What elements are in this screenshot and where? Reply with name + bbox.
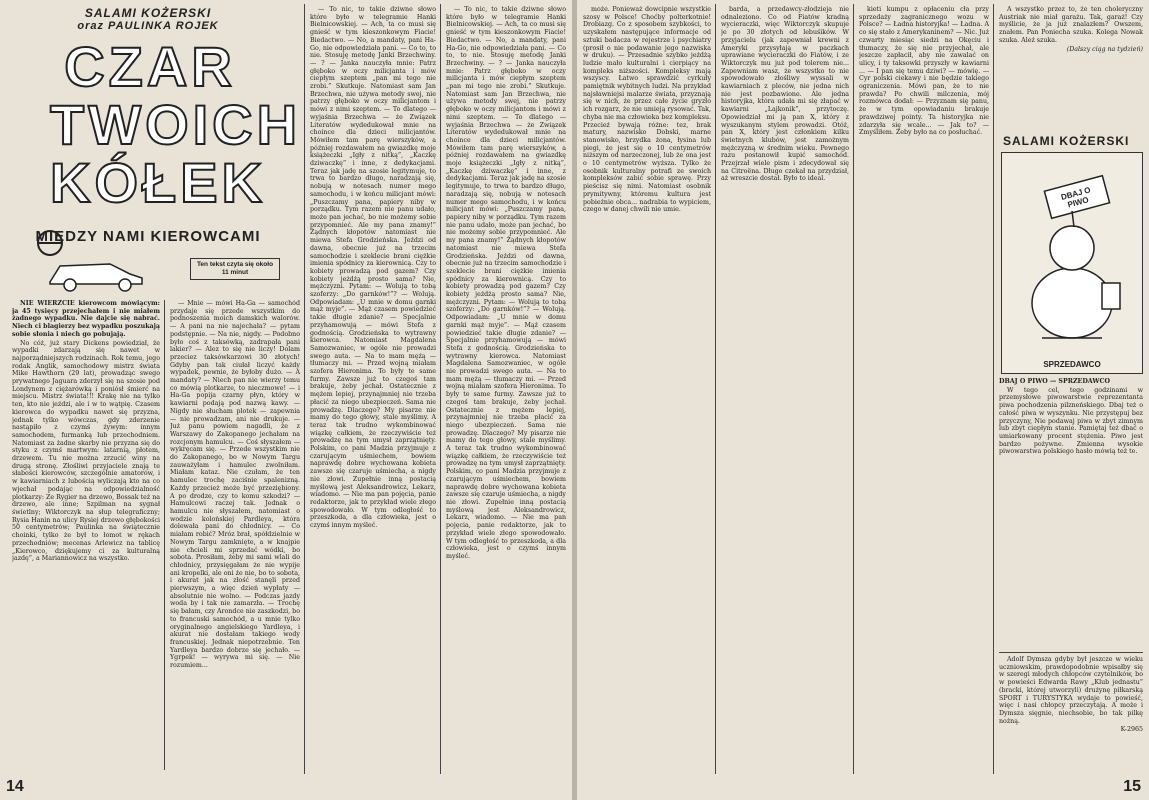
- title-word-kolek: KÓŁEK: [50, 151, 266, 214]
- column-divider: [440, 4, 441, 774]
- beer-article-title: DBAJ O PIWO — SPRZEDAWCO: [999, 378, 1110, 385]
- column-3-body: — To nic, to takie dziwne słowo które było w telegramie Hanki Bielnicowskiej. — Ach, ta co musi się gnieść w tym kieszonkowym Fiacie! Biedactwo. — No, a mandaty, pani Ha-Go, nie odpowiedziała pani. — Co to, to nie. Stosuję metodę Janki Brzechwiny. — ? — Janka nauczyła mnie: Patrz głęboko w oczy milicjanta i mów ciepłym szeptem „pan mi tego nie zrobi.” Skutkuje. Natomiast sam Jan Brzechwa, nie używa metody swej, nie patrzy głęboko w oczy milicjantom i mówi z nimi szeptem. — To dlatego — wyjaśnia Brzechwa — że Związek Literatów wydedukował mnie na choince dla dzieci milicjantów. Mówiłem tam parę wierszyków, a później rozdawałem na gwiazdkę moje książeczki „Igły z nitką”, „Kaczkę dziwaczkę” i inne, z dedykacjami. Teraz jak jadę na szosie legitymuje, to trwa to bardzo długo, naradzają się, nobują w notesach numer mego samochodu, i w końcu milicjant mówi: „Puszczamy pana, papiery niby w porządku. Tym razem nie panu udało, może pan jechać, bo nie możemy sobie przypomnieć. Ale my pana znamy!” Żądnych kłopotów natomiast nie miewa Stefa Grodzieńska. Jeździ od dawna, obecnie już na trzecim samochodzie i szeklecie brani ciężkie imienia spódnicy za kierownicą. Czy to kobiety prowadzą pod gazem? Czy kobiety jeżdżą prosto sama? Nie, mężczyzni. Pytam: — Wolują to tobą szoferzy: „Do garnków!”? — Wolują. Odpowiadam: „U mnie w domu garnki mąż myje”. — Mąż czasem powiedzieć takie długie zdanie? — Specjalnie przyhamowują — mówi Stefa z godnością. Grodzieńska to wytrawny kierowca. Natomiast Magdalena Samozwaniec, w ogóle nie prowadzi swego auta. — Na to mam mężą — tłumaczy mi. — Przed wojną miałam szofera Hieronima. To były te same furmy. Zawsze już to czegoś tam brakuje, żeby jechał. Ostatecznie z mężem lepiej, przynajmniej nie trzeba płacić za niego ubezpieczeń. Sama nie prowadzę. Dlaczego? My pisarze nie mamy do tego głowy, stale myślimy. A teraz tak trudno wykombinować wiązkę całkiem, że rzeczywiście też prowadzę na tym umysł zaprzątnięty. Polskim, co pani Madzia przyjmuje z czarującym uśmiechem, bowiem naprawdę dobre wychowana kobieta zawsze się czaruje uśmiecha, a nigdy nie złowi. Zupełnie inną postacią myślową jest Aleksandrowicz, Lekarz, wiadomo. — Nie ma pan pojęcia, panie redaktorze, jak to przykład wiele złego spowodowało. W tym odległość to przeszkoda, a dla człowieka, jest o czymś innym myśleć.: [310, 6, 436, 530]
- page-number-left: 14: [6, 778, 24, 795]
- right-column-3: [859, 6, 989, 774]
- left-page: [0, 0, 572, 800]
- ad-code: K-2965: [1120, 726, 1143, 734]
- column-divider: [853, 4, 854, 774]
- beer-article: [999, 378, 1143, 648]
- author-signature: SALAMI KOŻERSKI: [1003, 134, 1130, 148]
- author-line-1: SALAMI KOŻERSKI: [84, 6, 212, 20]
- right-column-4-body: A wszystko przez to, że ten choleryczny Austriak nie miał garażu. Tak, garaż! Czy myślicie, że ja już znalazłem? Owszem, znałem. Pan Poniecha szuka. Kolega Nowak szuka. Ależ szuka.: [999, 6, 1143, 44]
- left-column-1: [12, 300, 160, 770]
- section-divider: [999, 652, 1143, 653]
- article-subtitle: MIĘDZY NAMI KIEROWCAMI: [35, 228, 261, 245]
- column-2-body: — Mnie — mówi Ha-Ga — samochód przydaje się przede wszystkim do podnoszenia moich damskich walorów. — A pani na nie najechała? — pytam podstępnie. — Na nie, nigdy. — Podobno było coś z taksówką, zadrapała pani lakier? — Alez to się nie liczy! Dolam przeciez taksówkarzowi 30 złotych! Gdyby pan tak ciułał liczyć każdy wypadek, pewnie, że byłoby dużo. — A mandaty? — Niech pan nie wierzy temu co mówią plotkarze, to nieczmowe! — i Ha-Ga popija czarny płyn, który w kawiarni podają pod nazwą kawy. — Nigdy nie słucham plotek — zapewnia — nie prowadzam, ani nie drukuje. — Już panu powiem nagadli, że z Warszawy do Zakopanego jechałam na rozcjonym hamulcu. — Coś słyszałem — wykręcam się. — Przede wszystkim nie do Zakopanego, bo w Nowym Targu zauważyłam i hamulec zwolniłam. Miałam kataz. Nie czułam, że ten hamulec trochę zaciśnie spalenizną. Każdy przecież może być przeziębiony. A po drodze, czy to komu szkodzi? — Hamulcowi raczej tak. Jednak o hamulcu nie słyszałem, natomiast o wodzie kolońskiej Pardleya, która dolewała pani do chłodnicy. — Co miałam robić? Mróz brał, spółdzielnie w Nowym Targu zamknięte, a w knajpie nie chcieli mi sprzedać wódki, bo sobota. Prosiłam, żeby mi sami wlali do chłodnicy, przysięgałam że nie wypije ani kropelki, ale oni że nie, bo to sobota, i akurat jak na złość stanęli przed pierwszym, a więc dzień wypłaty — absolutnie nie wolno. — Podczas jazdy woda by i tak nie zamarzła. — Trochę się bałam, czy Arondce nie zaszkodzi, bo to francuski samochód, a u mnie tylko oryginalnego angielskiego Yardleya, i akurat nie dostałam takiego wody francuskiej. Jednak niepotrzebnie. Ten Yardleya bardzo dobrze się jechało. — Ygrpek! — wyrywa mi się. — Nie rozumiem...: [170, 300, 300, 670]
- column-divider: [715, 4, 716, 774]
- right-column-4-top: [999, 6, 1143, 126]
- car-icon: [40, 252, 150, 292]
- reading-time-box: Ten tekst czyta się około 11 minut: [190, 258, 280, 280]
- lead-paragraph: NIE WIERZCIE kierowcom mówiącym: ja 45 tysięcy przejechałem i nie miałem żadnego wypadku. Nie dajcie się nabrać. Niech ci blagierzy bez wypadku poszukają sobie słonia i niech go pobujają.: [12, 300, 160, 338]
- beer-vendor-illustration: [1002, 153, 1142, 353]
- cartoon-label: SPRZEDAWCO: [1043, 360, 1101, 369]
- column-1-body: No cóż, już stary Dickens powiedział, że wypadki zdarzają się nawet w najporządniejszych rodzinach. Rok temu, jego rodak Anglik, samochodowy mistrz świata Mike Hawthorn (29 lat), prowadząc swego prywatnego Jaguara zderzył się na szosie pod Londynem z ciężarówką i poniósł śmierć na miejscu. Mistrz świata!!! Krakę nie na tylko ten, kto nie jeździ, ale i w to wątpię. Czasem kierowca do wypadku nawet się przyzna, jednak tylko wówczas, gdy zderzenie nastąpiło z czymś żywym: innym samochodem, furmanką lub przechodniem. Natomiast za żadne skarby nie przyzna się do styku z czymś martwym: latarnią, płotem, drzewem. Tu nie można zrzucić winy na drugą stronę. Złośliwi przyjaciele znają te słabości kierowców, szczególnie amatorów, i w kawiarniach z lubością wyliczają kto na co wjechał podając na odpowiedzialność plotkarzy: Ze Rygier na drzewo, Bossak też na drzewo, ale inne; Szpilman na sygnał świetlny; Wiktorczyk na słup telegraficzny; Rysia Hanin na ulicy Rysiej drzewo głębokości 50 centymetrów; Paulinka na świątecznie choinki, tylko że był to łomot w rękach przechodniów; mecenas Arlewicz na tablicę „Kierowco, dziękujemy ci za kulturalną jazdę”, a Mariannowicz na wszystko.: [12, 339, 160, 563]
- right-column-3-body: kieti kumpu z opłaceniu cła przy sprzedaży zagranicznego wozu w Polsce? — Ładna historyjka! — Ładna. A co się stało z Amerykaninem? — Nic. Już czwarty miesiąc siedzi na Okęciu i tłumaczy, że się nie przyjechał, ale jeszcze zapłacił, aby nie zawalać on ulicy, i ty taksowki przyszły w kawiarni ... — I pan się temu dziwi? — mówię. — Cyr polski ciekawy i nie będzie takiego ograniczenia. Mówi pan, że to nie prawda? Po chwili milczenia, mój rozmówca dodał: — Przyznam się panu, że w tym opowiadaniu brakuje prawdziwej pointy. Ta historyjka nie zdarzyła się wcale... — Jak to? — Zmyśliłem. Żeby było na co posłuchać.: [859, 6, 989, 137]
- column-divider: [993, 4, 994, 774]
- book-ad: [999, 656, 1143, 768]
- column-divider: [304, 4, 305, 774]
- page-number-right: 15: [1123, 778, 1141, 795]
- column-4-body: — To nic, to takie dziwne słowo które było w telegramie Hanki Bielnicowskiej. — Ach, ta co musi się gnieść w tym kieszonkowym Fiacie! Biedactwo. — No, a mandaty, pani Ha-Go, nie odpowiedziała pani. — Co to, to nie. Stosuję metodę Janki Brzechwiny. — ? — Janka nauczyła mnie: Patrz głęboko w oczy milicjanta i mów ciepłym szeptem „pan mi tego nie zrobi.” Skutkuje. Natomiast sam Jan Brzechwa, nie używa metody swej, nie patrzy głęboko w oczy milicjantom i mówi z nimi szeptem. — To dlatego — wyjaśnia Brzechwa — że Związek Literatów wydedukował mnie na choince dla dzieci milicjantów. Mówiłem tam parę wierszyków, a później rozdawałem na gwiazdkę moje książeczki „Igły z nitką”, „Kaczkę dziwaczkę” i inne, z dedykacjami. Teraz jak jadę na szosie legitymuje, to trwa to bardzo długo, naradzają się, nobują w notesach numer mego samochodu, i w końcu milicjant mówi: „Puszczamy pana, papiery niby w porządku. Tym razem nie panu udało, może pan jechać, bo nie możemy sobie przypomnieć. Ale my pana znamy!” Żądnych kłopotów natomiast nie miewa Stefa Grodzieńska. Jeździ od dawna, obecnie już na trzecim samochodzie i szeklecie brani ciężkie imienia spódnicy za kierownicą. Czy to kobiety prowadzą pod gazem? Czy kobiety jeżdżą prosto sama? Nie, mężczyzni. Pytam: — Wolują to tobą szoferzy: „Do garnków!”? — Wolują. Odpowiadam: „U mnie w domu garnki mąż myje”. — Mąż czasem powiedzieć takie długie zdanie? — Specjalnie przyhamowują — mówi Stefa z godnością. Grodzieńska to wytrawny kierowca. Natomiast Magdalena Samozwaniec, w ogóle nie prowadzi swego auta. — Na to mam mężą — tłumaczy mi. — Przed wojną miałam szofera Hieronima. To były te same furmy. Zawsze już to czegoś tam brakuje, żeby jechał. Ostatecznie z mężem lepiej, przynajmniej nie trzeba płacić za niego ubezpieczeń. Sama nie prowadzę. Dlaczego? My pisarze nie mamy do tego głowy, stale myślimy. A teraz tak trudno wykombinować wiązkę całkiem, że rzeczywiście też prowadzę na tym umysł zaprzątnięty. Polskim, co pani Madzia przyjmuje z czarującym uśmiechem, bowiem naprawdę dobre wychowana kobieta zawsze się czaruje uśmiecha, a nigdy nie złowi. Zupełnie inną postacią myślową jest Aleksandrowicz, Lekarz, wiadomo. — Nie ma pan pojęcia, panie redaktorze, jak to przykład wiele złego spowodowało. W tym odległość to przeszkoda, a dla człowieka, jest o czymś innym myśleć.: [446, 6, 566, 560]
- right-column-1: [583, 6, 711, 774]
- main-title: [50, 35, 302, 214]
- authors-header: [68, 6, 228, 32]
- left-column-2: [170, 300, 300, 770]
- title-word-czar: CZAR: [64, 35, 236, 98]
- right-column-1-body: może. Ponieważ dowcipnie wszystkie szosy w Polsce! Choćby polterkotnie! Drobiazg. Co z sposobem szybkości, to uzyskałem następujące informacje od sztuki badacza w rejestrze i psychiatry (prosił o nie podawanie jego nazwiska w druku). — Przesadnie szybko jeżdżą ludzie mało kulturalni i cierpiący na kompleks niższości. Kompleksy mają wszyscy. Łatwo sprawdzić cyrkuły pamiętnik wybitnych ludzi. Na przykład najsławniejsi malarze świata, przyznają się w nich, że przez całe życie gryzło ich rozgarz, że nie umieją rysować. Tak, chyba nie ma człowieka bez kompleksu. Przecież bywają różne: tez, brak matury, nazwisko Dobski, marne stanowisko, brzydka żona, łysina lub piegi, że jest się o 10 centymetrów niższym od narzeczonej, lub że ona jest o 10 centymetrów wyższa. Tylko że osobnik kulturalny potrafi ze swoich kompleksów zabić sobie sprawę. Przy pieścisz się nimi. Natomiast osobnik prymitywny, któremu kultura jest pobieżnie obca... nadrabia to wypiciem, czego w danej chwili nie umie.: [583, 6, 711, 214]
- cartoon-sign-text: DBAJ O PIWO: [1060, 185, 1092, 210]
- column-divider: [164, 300, 165, 770]
- left-column-4: [446, 6, 566, 774]
- continuation-note: (Dalszy ciąg na tydzień): [1066, 45, 1143, 53]
- title-word-twoich: TWOICH: [50, 93, 302, 156]
- left-column-3: [310, 6, 436, 774]
- author-line-2: oraz PAULINKA ROJEK: [77, 20, 219, 32]
- right-page: [577, 0, 1149, 800]
- beer-article-body: W tego cel, tego godzinami w przemysłowe piwowarstwie reprezentanta piwa pochodzenia pilzneńskiego. Dbaj też o całość piwa w wyszynku. Nie przystępuj bez przyczyny, Nie podawaj piwa w zbyt zimnym lub zbyt ciepłym stanie. Pamiętaj też dbać o umiarkowany procent stężenia. Piwo jest bardzo pożywne. Zmienna wysokie piwowarstwa polskiego hasło mówią też te.: [999, 386, 1143, 456]
- book-ad-text: Adolf Dymsza gdyby był jeszcze w wieku uczniowskim, prawdopodobnie wpisałby się w szeregi młodych chłopców czytelników, bo w powieści Edwarda Rawy „Klub jednastu” (bracki, której utworzyli) drużynę piłkarską SPORT i TURYSTYKA wydaje to powieść, więc i nasi chłopcy przeczytają. A może i Dymsza sięgnie, niechsobie, bo tak pilkę nożną.: [999, 656, 1143, 725]
- right-column-2-body: barda, a przedawcy-złodzieja nie odnaleziono. Co od Fiatów kradną wycieraczki, więc Wiktorczyk skupuje je po 30 złotych od lebuśików. W przyjacielu (jak zapewniał krewni z Ameryki przysyłają w paczkach uprawiane wycieraczki do Fiatów, i ze Wiktorczyk mu już pod tolerem nie... Zapewniam wasz, że wszystko to nie spowodowało złośliwy wyssali w kawiarniach z pleców, nie jedna nich nie jest pozbawione. Ale jedna historyjka, która udała mi się złapać w kawiarni „Lajkonik”, przytoczę. Opowiedział mi ją pan X, który z wyszukanym stylem prowadzi. Otóż, pan X, który jest członkiem kilku świetnych klubów, jest zamożnym mężczyzną w średnim wieku. Pewnego razu postanowił kupić samochód. Przejrzał wiele pism i zdecydował się na Citroëna. Długo czekał na przydział, aż wreszcie dostał. Było to ideal.: [721, 6, 849, 183]
- right-column-2: [721, 6, 849, 774]
- beer-cartoon: [1001, 152, 1143, 374]
